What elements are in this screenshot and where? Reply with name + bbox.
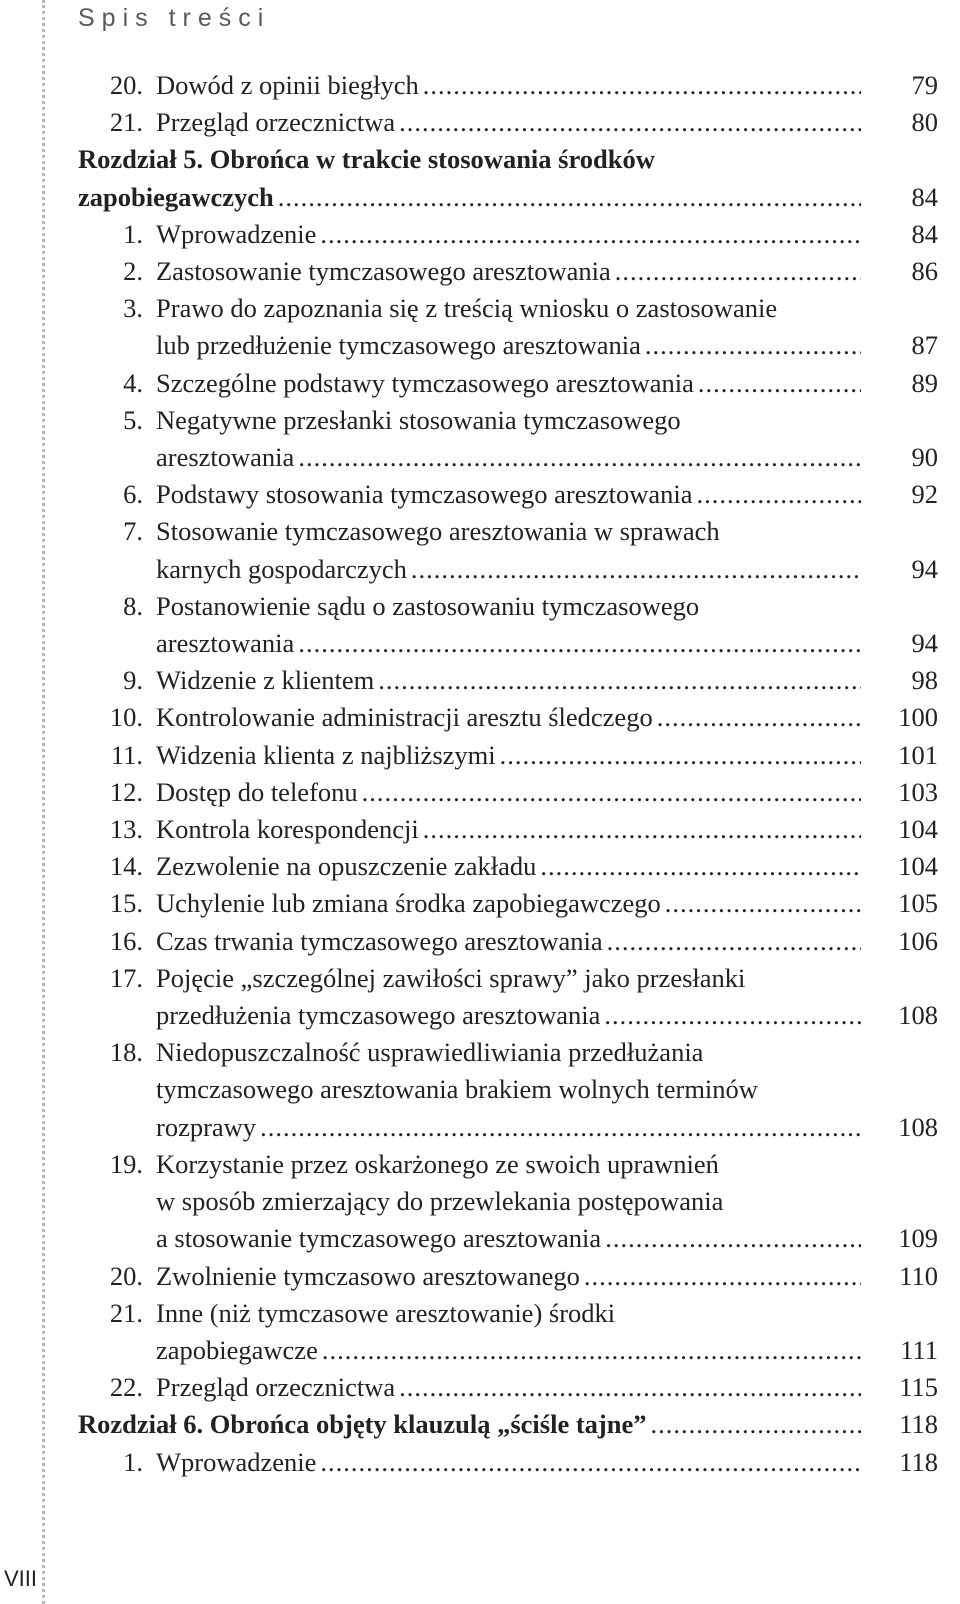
toc-entry-title: [78, 1406, 861, 1443]
toc-entry-number: 5.: [123, 404, 143, 435]
page-margin-rule: [42, 0, 45, 1604]
toc-entry-title-line: Dostęp do telefonu: [156, 776, 358, 807]
toc-page-number: 108: [898, 1111, 938, 1142]
dot-leader: [698, 365, 861, 402]
toc-entry-title: [78, 699, 861, 736]
toc-entry-title-line: karnych gospodarczych: [156, 553, 407, 584]
toc-page-number: 92: [911, 479, 938, 510]
toc-entry-title-line: Negatywne przesłanki stosowania tymczasowego: [156, 404, 681, 435]
toc-page-number: 100: [898, 702, 938, 733]
toc-entry-title-line: zapobiegawczych: [78, 181, 274, 212]
toc-page-number: 86: [911, 256, 938, 287]
toc-entry: [78, 476, 938, 513]
toc-entry-number: 21.: [109, 1297, 143, 1328]
toc-entry-number: 21.: [109, 107, 143, 138]
toc-entry-number: 18.: [109, 1037, 143, 1068]
dot-leader: [500, 737, 861, 774]
toc-page-number: 89: [911, 367, 938, 398]
dot-leader: [378, 662, 861, 699]
toc-entry-title-line: przedłużenia tymczasowego aresztowania: [156, 1000, 601, 1031]
toc-entry-title-line: Wprowadzenie: [156, 218, 317, 249]
table-of-contents: [78, 67, 938, 1481]
dot-leader: [540, 848, 861, 885]
toc-entry-title-line: Rozdział 6. Obrońca objęty klauzulą „ściśle tajne”: [78, 1409, 647, 1440]
toc-page-number: 103: [898, 776, 938, 807]
toc-entry-number: 10.: [109, 702, 143, 733]
toc-entry: [78, 737, 938, 774]
toc-entry-title: [78, 402, 861, 476]
toc-entry-title-line: zapobiegawcze: [156, 1334, 318, 1365]
toc-entry-title-line: Postanowienie sądu o zastosowaniu tymczasowego: [156, 590, 700, 621]
toc-entry-title-line: Przegląd orzecznictwa: [156, 107, 396, 138]
toc-entry: [78, 662, 938, 699]
toc-page-number: 111: [900, 1334, 938, 1365]
toc-entry-title: [78, 290, 861, 364]
toc-entry-title: [78, 1295, 861, 1369]
toc-entry-title: [78, 365, 861, 402]
toc-entry-title: [78, 253, 861, 290]
toc-entry-number: 11.: [110, 739, 143, 770]
toc-entry-title-line: Prawo do zapoznania się z treścią wniosku o zastosowanie: [156, 293, 778, 324]
toc-entry-number: 1.: [123, 218, 143, 249]
toc-entry-title-line: Niedopuszczalność usprawiedliwiania przedłużania: [156, 1037, 704, 1068]
toc-entry: [78, 1444, 938, 1481]
toc-page-number: 108: [898, 1000, 938, 1031]
toc-entry: [78, 588, 938, 662]
toc-page-number: 106: [898, 925, 938, 956]
toc-page-number: 94: [911, 628, 938, 659]
toc-entry-title-line: Widzenia klienta z najbliższymi: [156, 739, 496, 770]
toc-entry-title: [78, 737, 861, 774]
dot-leader: [651, 1406, 861, 1443]
dot-leader: [645, 327, 861, 364]
toc-entry: [78, 923, 938, 960]
toc-entry-title: [78, 1034, 861, 1146]
toc-entry: [78, 104, 938, 141]
toc-entry-number: 14.: [109, 851, 143, 882]
toc-entry-number: 2.: [123, 256, 143, 287]
toc-entry-title: [78, 1146, 861, 1258]
toc-page-number: 118: [899, 1409, 938, 1440]
toc-entry-title: [78, 923, 861, 960]
toc-page-number: 80: [911, 107, 938, 138]
toc-entry: [78, 513, 938, 587]
dot-leader: [322, 1332, 861, 1369]
toc-entry-title-line: aresztowania: [156, 442, 295, 473]
dot-leader: [411, 551, 861, 588]
dot-leader: [423, 811, 861, 848]
toc-entry-title-line: Pojęcie „szczególnej zawiłości sprawy” jako przesłanki: [156, 962, 746, 993]
toc-entry-title: [78, 67, 861, 104]
dot-leader: [260, 1109, 861, 1146]
toc-entry: [78, 1034, 938, 1146]
toc-entry-number: 4.: [123, 367, 143, 398]
toc-page-number: 90: [911, 442, 938, 473]
toc-entry-title-line: Rozdział 5. Obrońca w trakcie stosowania środków: [78, 144, 655, 175]
toc-entry: [78, 699, 938, 736]
toc-page-number: 101: [898, 739, 938, 770]
toc-entry-title-line: Szczególne podstawy tymczasowego aresztowania: [156, 367, 694, 398]
dot-leader: [605, 1220, 861, 1257]
toc-entry-title: [78, 1444, 861, 1481]
dot-leader: [399, 1369, 861, 1406]
toc-entry-title-line: Inne (niż tymczasowe aresztowanie) środki: [156, 1297, 616, 1328]
toc-entry-title-line: Zwolnienie tymczasowo aresztowanego: [156, 1260, 580, 1291]
toc-entry-title-line: tymczasowego aresztowania brakiem wolnych terminów: [156, 1074, 758, 1105]
toc-page-number: 98: [911, 665, 938, 696]
toc-entry-number: 9.: [123, 665, 143, 696]
dot-leader: [399, 104, 861, 141]
toc-entry-title-line: rozprawy: [156, 1111, 257, 1142]
toc-entry-number: 15.: [109, 888, 143, 919]
toc-entry: [78, 1146, 938, 1258]
toc-page-number: 109: [898, 1223, 938, 1254]
toc-entry-title-line: Przegląd orzecznictwa: [156, 1372, 396, 1403]
toc-entry: [78, 774, 938, 811]
toc-entry-title: [78, 662, 861, 699]
toc-entry: [78, 1369, 938, 1406]
toc-entry-title-line: Zastosowanie tymczasowego aresztowania: [156, 256, 611, 287]
toc-entry-number: 22.: [109, 1372, 143, 1403]
toc-entry-title-line: w sposób zmierzający do przewlekania postępowania: [156, 1186, 724, 1217]
dot-leader: [298, 625, 861, 662]
toc-entry-title: [78, 513, 861, 587]
toc-page-number: 105: [898, 888, 938, 919]
toc-entry-title: [78, 141, 861, 215]
toc-entry-title-line: Wprowadzenie: [156, 1446, 317, 1477]
toc-entry: [78, 848, 938, 885]
toc-page-number: 104: [898, 851, 938, 882]
toc-chapter-entry: [78, 1406, 938, 1443]
dot-leader: [604, 997, 861, 1034]
toc-entry-title: [78, 848, 861, 885]
toc-page-number: 118: [899, 1446, 938, 1477]
toc-entry: [78, 253, 938, 290]
toc-page-number: 87: [911, 330, 938, 361]
toc-entry: [78, 960, 938, 1034]
dot-leader: [298, 439, 861, 476]
toc-entry-number: 13.: [109, 814, 143, 845]
dot-leader: [657, 699, 861, 736]
toc-entry-title: [78, 588, 861, 662]
dot-leader: [320, 216, 861, 253]
toc-entry-title: [78, 1258, 861, 1295]
toc-entry-title-line: Dowód z opinii biegłych: [156, 70, 419, 100]
toc-entry-title-line: Stosowanie tymczasowego aresztowania w sprawach: [156, 516, 720, 547]
toc-entry: [78, 402, 938, 476]
toc-entry-title: [78, 1369, 861, 1406]
toc-entry-number: 12.: [109, 776, 143, 807]
toc-entry-title: [78, 476, 861, 513]
toc-entry-title: [78, 104, 861, 141]
toc-entry-title-line: Widzenie z klientem: [156, 665, 375, 696]
toc-entry-number: 20.: [109, 1260, 143, 1291]
dot-leader: [320, 1444, 861, 1481]
toc-entry-number: 8.: [123, 590, 143, 621]
dot-leader: [615, 253, 861, 290]
toc-entry: [78, 67, 938, 104]
toc-entry-number: 20.: [109, 70, 143, 100]
toc-page-number: 115: [899, 1372, 938, 1403]
toc-entry: [78, 1295, 938, 1369]
toc-entry-title-line: Czas trwania tymczasowego aresztowania: [156, 925, 603, 956]
toc-entry: [78, 1258, 938, 1295]
dot-leader: [278, 179, 861, 216]
toc-entry-title-line: Kontrola korespondencji: [156, 814, 419, 845]
toc-entry-number: 3.: [123, 293, 143, 324]
toc-entry: [78, 290, 938, 364]
toc-entry: [78, 885, 938, 922]
dot-leader: [584, 1258, 861, 1295]
toc-entry-title: [78, 774, 861, 811]
dot-leader: [665, 885, 861, 922]
toc-page-number: 84: [911, 218, 938, 249]
toc-entry-number: 6.: [123, 479, 143, 510]
dot-leader: [696, 476, 861, 513]
toc-entry-title-line: aresztowania: [156, 628, 295, 659]
toc-entry-title-line: lub przedłużenie tymczasowego aresztowania: [156, 330, 641, 361]
toc-entry-number: 17.: [109, 962, 143, 993]
dot-leader: [423, 67, 861, 104]
toc-entry-title-line: a stosowanie tymczasowego aresztowania: [156, 1223, 602, 1254]
toc-entry-title-line: Korzystanie przez oskarżonego ze swoich uprawnień: [156, 1148, 719, 1179]
toc-entry-number: 1.: [123, 1446, 143, 1477]
toc-entry-number: 16.: [109, 925, 143, 956]
toc-page-number: 104: [898, 814, 938, 845]
toc-entry-title: [78, 885, 861, 922]
dot-leader: [362, 774, 861, 811]
toc-entry-number: 7.: [123, 516, 143, 547]
toc-page-number: 79: [911, 70, 938, 100]
dot-leader: [607, 923, 861, 960]
toc-page-number: 84: [911, 181, 938, 212]
toc-entry-title-line: Kontrolowanie administracji aresztu śledczego: [156, 702, 653, 733]
page-number: VIII: [4, 1566, 38, 1591]
toc-entry: [78, 811, 938, 848]
toc-entry-number: 19.: [109, 1148, 143, 1179]
toc-chapter-entry: [78, 141, 938, 215]
toc-entry-title-line: Uchylenie lub zmiana środka zapobiegawczego: [156, 888, 661, 919]
running-header: Spis treści: [78, 4, 271, 32]
toc-entry-title: [78, 811, 861, 848]
toc-entry: [78, 216, 938, 253]
toc-entry-title-line: Podstawy stosowania tymczasowego aresztowania: [156, 479, 693, 510]
toc-entry-title: [78, 216, 861, 253]
toc-entry: [78, 365, 938, 402]
toc-entry-title-line: Zezwolenie na opuszczenie zakładu: [156, 851, 537, 882]
toc-page-number: 94: [911, 553, 938, 584]
toc-entry-title: [78, 960, 861, 1034]
toc-page-number: 110: [899, 1260, 938, 1291]
